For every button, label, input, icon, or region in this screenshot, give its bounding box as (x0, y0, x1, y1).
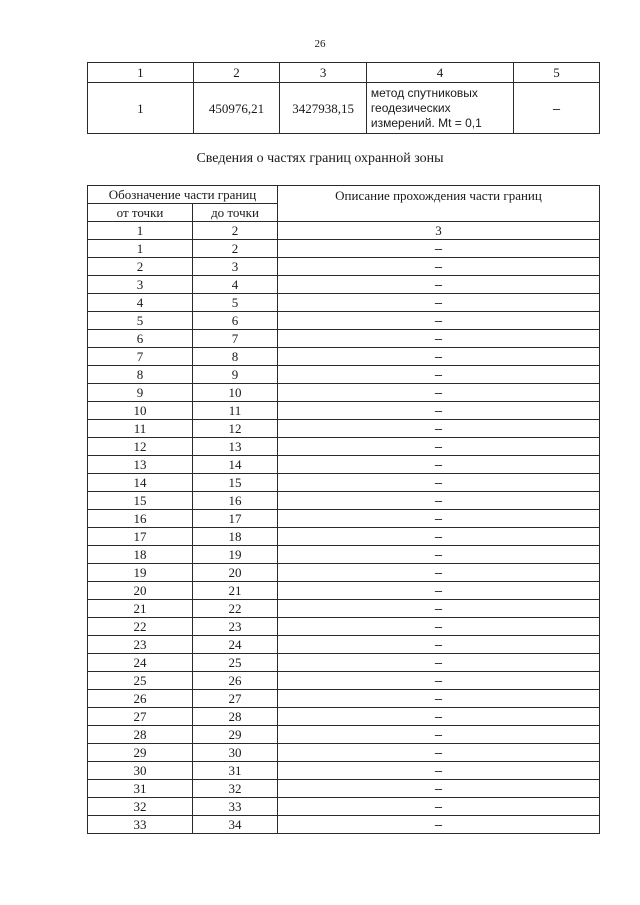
from-point: 17 (88, 528, 193, 546)
table-row (88, 276, 600, 294)
coord-y: 3427938,15 (280, 83, 367, 134)
method-line: геодезических (370, 100, 451, 115)
from-point: 15 (88, 492, 193, 510)
method-line: метод спутниковых (370, 85, 478, 100)
to-point: 25 (193, 654, 278, 672)
boundary-parts-table (87, 185, 600, 834)
col-number: 3 (278, 222, 600, 240)
to-point: 9 (193, 366, 278, 384)
from-point: 33 (88, 816, 193, 834)
description: – (278, 762, 600, 780)
description: – (278, 528, 600, 546)
description: – (278, 690, 600, 708)
table-row (88, 798, 600, 816)
table-row (88, 456, 600, 474)
from-point: 4 (88, 294, 193, 312)
description: – (278, 474, 600, 492)
description: – (278, 420, 600, 438)
table-row (88, 600, 600, 618)
table-row (88, 762, 600, 780)
parts-body (88, 240, 600, 834)
table-row (88, 636, 600, 654)
table-row (88, 402, 600, 420)
description: – (278, 294, 600, 312)
description: – (278, 438, 600, 456)
header-col-1: 1 (88, 63, 194, 83)
from-point: 22 (88, 618, 193, 636)
description: – (278, 618, 600, 636)
to-point: 11 (193, 402, 278, 420)
description: – (278, 348, 600, 366)
header-group: Обозначение части границ (88, 186, 278, 204)
parts-header-row-1 (88, 186, 600, 204)
table-row (88, 474, 600, 492)
table-row (88, 384, 600, 402)
from-point: 3 (88, 276, 193, 294)
from-point: 1 (88, 240, 193, 258)
description: – (278, 510, 600, 528)
from-point: 2 (88, 258, 193, 276)
table-row (88, 348, 600, 366)
to-point: 23 (193, 618, 278, 636)
to-point: 15 (193, 474, 278, 492)
description: – (278, 330, 600, 348)
description: – (278, 816, 600, 834)
from-point: 11 (88, 420, 193, 438)
to-point: 13 (193, 438, 278, 456)
coordinates-data-row (88, 83, 600, 134)
coordinates-header-row (88, 63, 600, 83)
coord-x: 450976,21 (193, 83, 280, 134)
header-col-3: 3 (280, 63, 367, 83)
description: – (278, 402, 600, 420)
to-point: 32 (193, 780, 278, 798)
header-from-point: от точки (88, 204, 193, 222)
description: – (278, 798, 600, 816)
table-row (88, 564, 600, 582)
from-point: 20 (88, 582, 193, 600)
from-point: 12 (88, 438, 193, 456)
from-point: 32 (88, 798, 193, 816)
to-point: 14 (193, 456, 278, 474)
description: – (278, 708, 600, 726)
section-title: Сведения о частях границ охранной зоны (196, 151, 444, 166)
from-point: 29 (88, 744, 193, 762)
to-point: 16 (193, 492, 278, 510)
from-point: 5 (88, 312, 193, 330)
header-to-point: до точки (193, 204, 278, 222)
to-point: 28 (193, 708, 278, 726)
from-point: 16 (88, 510, 193, 528)
from-point: 18 (88, 546, 193, 564)
description: – (278, 636, 600, 654)
table-row (88, 654, 600, 672)
to-point: 21 (193, 582, 278, 600)
from-point: 26 (88, 690, 193, 708)
table-row (88, 240, 600, 258)
from-point: 8 (88, 366, 193, 384)
table-row (88, 366, 600, 384)
to-point: 33 (193, 798, 278, 816)
table-row (88, 726, 600, 744)
from-point: 23 (88, 636, 193, 654)
description: – (278, 492, 600, 510)
table-row (88, 582, 600, 600)
table-row (88, 690, 600, 708)
description: – (278, 258, 600, 276)
to-point: 8 (193, 348, 278, 366)
to-point: 2 (193, 240, 278, 258)
description: – (278, 654, 600, 672)
to-point: 19 (193, 546, 278, 564)
to-point: 7 (193, 330, 278, 348)
table-row (88, 492, 600, 510)
table-row (88, 438, 600, 456)
description: – (278, 600, 600, 618)
to-point: 18 (193, 528, 278, 546)
to-point: 4 (193, 276, 278, 294)
from-point: 28 (88, 726, 193, 744)
to-point: 26 (193, 672, 278, 690)
table-row (88, 312, 600, 330)
from-point: 24 (88, 654, 193, 672)
header-col-2: 2 (193, 63, 280, 83)
from-point: 7 (88, 348, 193, 366)
table-row (88, 420, 600, 438)
description: – (278, 240, 600, 258)
to-point: 17 (193, 510, 278, 528)
point-number: 1 (88, 83, 194, 134)
table-row (88, 816, 600, 834)
table-row (88, 618, 600, 636)
from-point: 13 (88, 456, 193, 474)
description: – (278, 384, 600, 402)
description: – (278, 582, 600, 600)
description: – (278, 564, 600, 582)
table-row (88, 330, 600, 348)
header-col-5: 5 (514, 63, 600, 83)
table-row (88, 708, 600, 726)
to-point: 30 (193, 744, 278, 762)
to-point: 12 (193, 420, 278, 438)
description: – (278, 780, 600, 798)
to-point: 29 (193, 726, 278, 744)
table-row (88, 546, 600, 564)
col-5-value: – (514, 83, 600, 134)
header-description: Описание прохождения части границ (278, 186, 600, 222)
from-point: 14 (88, 474, 193, 492)
table-row (88, 780, 600, 798)
from-point: 27 (88, 708, 193, 726)
to-point: 3 (193, 258, 278, 276)
to-point: 31 (193, 762, 278, 780)
description: – (278, 744, 600, 762)
from-point: 25 (88, 672, 193, 690)
table-row (88, 510, 600, 528)
page-number: 26 (314, 38, 326, 50)
to-point: 22 (193, 600, 278, 618)
to-point: 20 (193, 564, 278, 582)
from-point: 9 (88, 384, 193, 402)
from-point: 19 (88, 564, 193, 582)
to-point: 27 (193, 690, 278, 708)
description: – (278, 546, 600, 564)
method-line: измерений. Mt = 0,1 (370, 115, 482, 130)
from-point: 30 (88, 762, 193, 780)
to-point: 34 (193, 816, 278, 834)
table-row (88, 528, 600, 546)
description: – (278, 276, 600, 294)
from-point: 10 (88, 402, 193, 420)
to-point: 10 (193, 384, 278, 402)
table-row (88, 744, 600, 762)
description: – (278, 456, 600, 474)
from-point: 6 (88, 330, 193, 348)
parts-column-numbers (88, 222, 600, 240)
from-point: 21 (88, 600, 193, 618)
description: – (278, 672, 600, 690)
coordinates-table (87, 62, 600, 134)
to-point: 24 (193, 636, 278, 654)
description: – (278, 726, 600, 744)
table-row (88, 258, 600, 276)
description: – (278, 366, 600, 384)
to-point: 5 (193, 294, 278, 312)
method-description (366, 83, 513, 134)
col-number: 1 (88, 222, 193, 240)
col-number: 2 (193, 222, 278, 240)
table-row (88, 294, 600, 312)
to-point: 6 (193, 312, 278, 330)
description: – (278, 312, 600, 330)
table-row (88, 672, 600, 690)
from-point: 31 (88, 780, 193, 798)
header-col-4: 4 (366, 63, 513, 83)
